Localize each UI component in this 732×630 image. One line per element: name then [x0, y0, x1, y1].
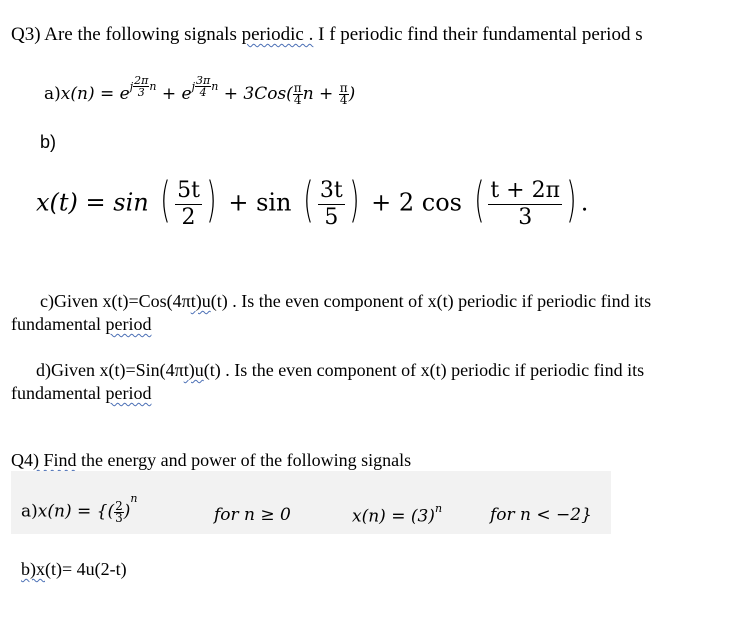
q3-title-text: Q3) Are the following signals: [11, 24, 242, 45]
q3-a-plus1: + e: [156, 84, 192, 105]
q3-a-frac3-den: 4: [293, 93, 302, 108]
q3-a-exp1-frac: [133, 75, 149, 98]
q3-c-line1-b: (t) . Is the even component of x(t) periodic if periodic find its: [210, 291, 652, 311]
q3-c-line2-underlined: period: [105, 314, 152, 334]
q3-a-frac4-num: π: [339, 81, 348, 96]
q3-title: [11, 24, 643, 46]
q3-a-exp1-num: 2π: [134, 74, 149, 87]
q4-title-b: the energy and power of the following signals: [76, 450, 412, 470]
q3-a-exp2-n: n: [211, 79, 219, 93]
q3-b-label: b): [40, 132, 57, 152]
q3-b-lparen2: (: [303, 172, 314, 228]
q4-a-exp2: n: [434, 502, 443, 515]
q3-b-lhs: x(t) = sin: [36, 188, 149, 217]
q3-a-plus2: + 3Cos(: [218, 84, 293, 105]
q3-b-plus2: + 2 cos: [371, 188, 462, 217]
q3-a-frac4-den: 4: [339, 93, 348, 108]
q4-a-cond1: for n ≥ 0: [214, 505, 291, 525]
q3-a-n: n +: [302, 84, 339, 105]
q3-a-exp1: [129, 74, 157, 99]
q4-part-b: [21, 559, 127, 580]
q3-b-frac3-den: 3: [518, 204, 533, 230]
q3-c-line2-a: fundamental: [11, 314, 106, 334]
q4-a-exp: n: [130, 492, 138, 505]
q4-a-cond2: for n < −2}: [490, 505, 592, 525]
q3-d-line1: [36, 360, 644, 381]
q3-b-rparen1: ): [206, 172, 217, 228]
q3-title-rest: I f periodic find their fundamental period s: [313, 24, 643, 45]
q3-a-frac3: [293, 83, 303, 106]
q3-c-line2: [11, 314, 151, 335]
q3-a-exp1-n: n: [149, 79, 157, 93]
q3-b-plus1: + sin: [228, 188, 292, 217]
q3-d-line2: [11, 383, 151, 404]
q3-b-lparen3: (: [473, 172, 485, 228]
q3-b-frac1: [175, 178, 202, 231]
q4-a-lhs: x(n) = {(: [37, 501, 115, 522]
q3-a-lhs: x(n) = e: [60, 84, 130, 105]
q3-d-line1-b: (t) . Is the even component of x(t) periodic if periodic find its: [203, 360, 645, 380]
q4-b-underlined: b)x: [21, 559, 45, 579]
q3-b-rparen3: ): [566, 172, 577, 228]
q3-b-frac2: [318, 178, 345, 231]
q3-c-line1: [40, 291, 651, 312]
q3-b-frac1-den: 2: [181, 204, 196, 230]
q3-a-exp2-num: 3π: [196, 74, 211, 87]
q3-d-line2-underlined: period: [105, 383, 152, 403]
q3-title-underlined: periodic .: [241, 24, 314, 45]
q3-b-lparen1: (: [160, 172, 171, 228]
q4-title-underlined: ) Find: [33, 450, 77, 470]
q4-title: [11, 450, 411, 471]
q3-a-frac4: [339, 83, 349, 106]
q3-b-frac2-num: 3t: [319, 177, 343, 203]
q3-a-exp2: [191, 74, 219, 99]
q3-a-exp2-frac: [195, 75, 211, 98]
q3-d-line1-underlined: t)u: [183, 360, 204, 380]
q3-a-exp2-den: 4: [199, 86, 207, 99]
q4-a-eq2-text: x(n) = (3): [352, 506, 435, 527]
q3-a-label: a): [44, 84, 61, 105]
q4-b-rest: (t)= 4u(2-t): [45, 559, 127, 579]
q4-a-frac: [114, 498, 124, 525]
q4-a-eq2: [352, 502, 443, 527]
q4-a-frac-num: 2: [115, 498, 123, 513]
q4-a-rparen: ): [123, 501, 131, 522]
q3-b-frac3: [488, 178, 562, 231]
q3-a-close: ): [348, 84, 356, 105]
q3-a-exp2-j: j: [191, 79, 195, 93]
q3-a-exp1-den: 3: [137, 86, 145, 99]
q3-part-b-equation: [36, 172, 589, 232]
q3-d-line2-a: fundamental: [11, 383, 106, 403]
q3-c-line1-a: c)Given x(t)=Cos(4π: [40, 291, 191, 311]
q3-d-line1-a: d)Given x(t)=Sin(4π: [36, 360, 184, 380]
q4-title-a: Q4: [11, 450, 33, 470]
q4-a-frac-den: 3: [115, 510, 123, 525]
q3-b-frac2-den: 5: [324, 204, 339, 230]
q3-b-rparen2: ): [348, 172, 360, 228]
q3-part-a: [44, 74, 356, 108]
q3-b-dot: .: [580, 188, 589, 217]
q3-b-frac3-num: t + 2π: [490, 177, 561, 203]
q3-c-line1-underlined: t)u: [190, 291, 211, 311]
q4-part-a: [21, 492, 138, 525]
q3-b-frac1-num: 5t: [177, 177, 200, 203]
q3-a-exp1-j: j: [129, 79, 134, 93]
q4-a-label: a): [21, 501, 38, 522]
q3-a-frac3-num: π: [293, 81, 302, 96]
